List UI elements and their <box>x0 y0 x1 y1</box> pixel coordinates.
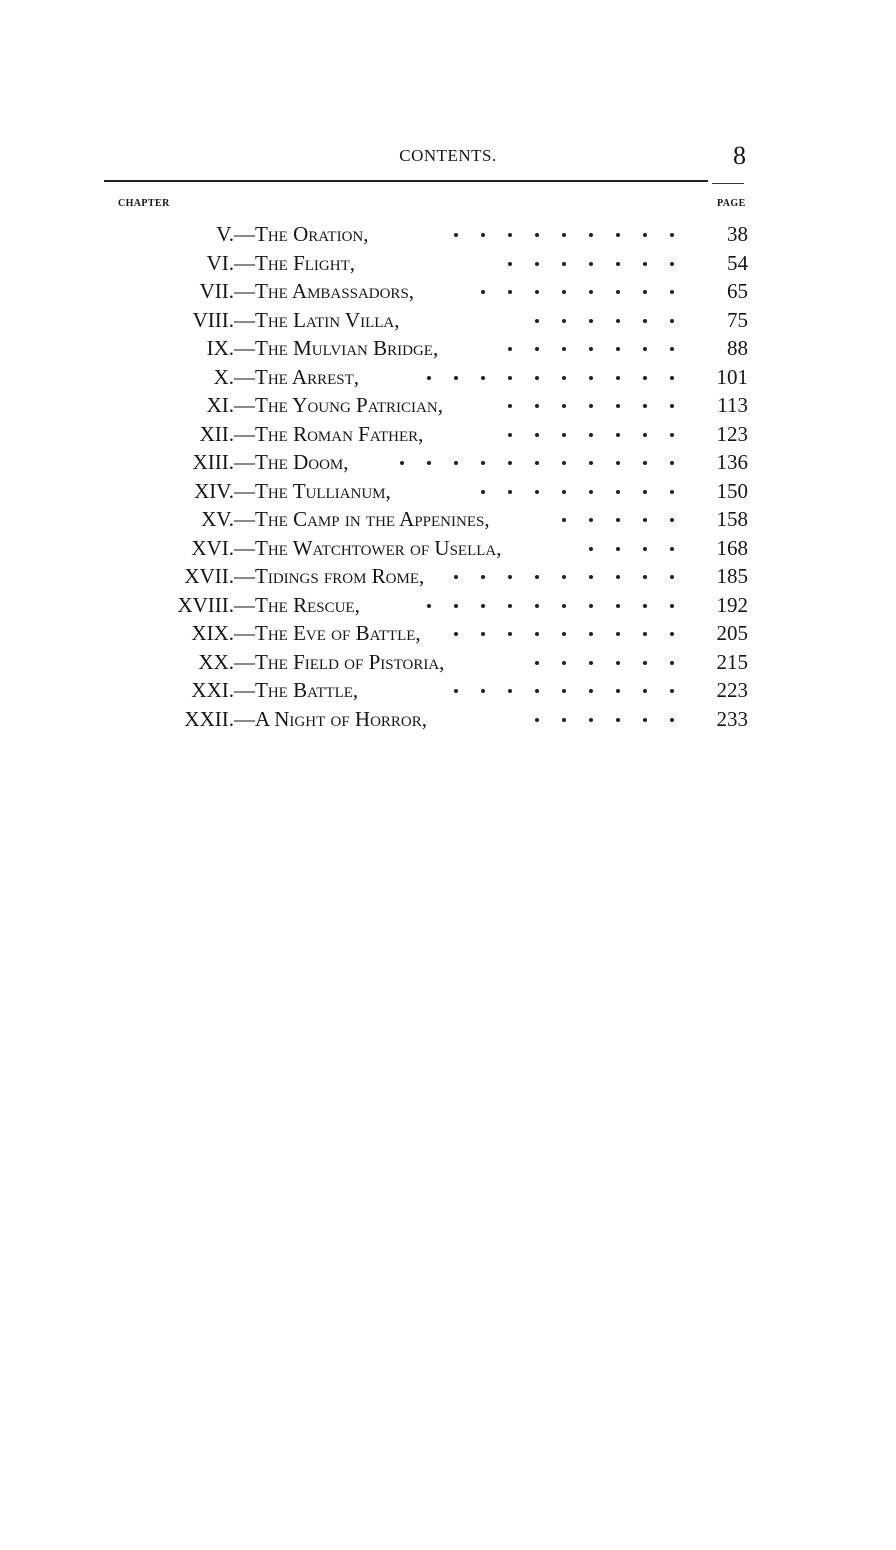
leader-dot <box>562 632 566 636</box>
chapter-title: —The Ambassadors, <box>234 279 415 303</box>
leader-dot <box>616 319 620 323</box>
leader-dot <box>535 661 539 665</box>
leader-dot <box>643 718 647 722</box>
header-rule <box>104 180 708 182</box>
page-number-cell: 38 <box>727 222 748 246</box>
chapter-title: —The Rescue, <box>234 592 360 617</box>
leader-dot <box>481 376 485 380</box>
toc-entry <box>0 506 896 535</box>
toc-entry <box>0 535 896 564</box>
chapter-number: XX. <box>198 649 234 674</box>
page-number-cell: 101 <box>716 364 748 389</box>
toc-entry <box>0 706 896 735</box>
leader-dot <box>562 718 566 722</box>
leader-dot <box>562 319 566 323</box>
dot-leader <box>0 278 896 304</box>
chapter-title: —The Oration, <box>234 222 369 246</box>
leader-dot <box>589 575 593 579</box>
leader-dot <box>616 632 620 636</box>
leader-dot <box>400 461 404 465</box>
dot-leader <box>0 421 896 447</box>
chapter-title: —The Roman Father, <box>234 421 424 446</box>
leader-dot <box>427 461 431 465</box>
dot-leader <box>0 535 896 561</box>
leader-dot <box>454 604 458 608</box>
chapter-number: XXI. <box>191 678 234 702</box>
chapter-title: —The Field of Pistoria, <box>234 649 445 674</box>
toc-entry <box>0 478 896 507</box>
leader-dot <box>670 347 674 351</box>
dot-leader <box>0 649 896 675</box>
leader-dot <box>562 604 566 608</box>
chapter-number: XVII. <box>184 564 234 588</box>
chapter-number: XI. <box>206 393 234 417</box>
leader-dot <box>670 376 674 380</box>
leader-dot <box>589 689 593 693</box>
leader-dot <box>535 433 539 437</box>
leader-dot <box>508 461 512 465</box>
leader-dot <box>535 376 539 380</box>
toc-entry <box>0 364 896 393</box>
leader-dot <box>535 689 539 693</box>
page-number-cell: 158 <box>716 507 748 531</box>
leader-dot <box>508 290 512 294</box>
page-number-cell: 215 <box>716 649 748 674</box>
leader-dot <box>670 718 674 722</box>
leader-dot <box>562 461 566 465</box>
leader-dot <box>535 575 539 579</box>
toc-entry <box>0 221 896 250</box>
leader-dot <box>535 404 539 408</box>
chapter-number: XVI. <box>191 535 234 560</box>
leader-dot <box>562 661 566 665</box>
leader-dot <box>643 262 647 266</box>
leader-dot <box>643 661 647 665</box>
leader-dot <box>427 604 431 608</box>
dot-leader <box>0 250 896 276</box>
leader-dot <box>535 290 539 294</box>
leader-dot <box>454 461 458 465</box>
leader-dot <box>670 233 674 237</box>
leader-dot <box>562 404 566 408</box>
toc-entry <box>0 677 896 706</box>
chapter-number: XVIII. <box>177 592 234 617</box>
leader-dot <box>589 661 593 665</box>
dot-leader <box>0 307 896 333</box>
leader-dot <box>589 433 593 437</box>
leader-dot <box>589 319 593 323</box>
leader-dot <box>562 376 566 380</box>
dot-leader <box>0 364 896 390</box>
page-number-cell: 185 <box>716 564 748 588</box>
leader-dot <box>481 290 485 294</box>
chapter-title: —The Mulvian Bridge, <box>234 336 439 360</box>
chapter-title: —A Night of Horror, <box>234 706 428 731</box>
leader-dot <box>589 632 593 636</box>
leader-dot <box>427 376 431 380</box>
chapter-title: —The Watchtower of Usella, <box>234 535 502 560</box>
leader-dot <box>508 404 512 408</box>
leader-dot <box>643 547 647 551</box>
chapter-title: —The Young Patrician, <box>234 393 443 417</box>
dot-leader <box>0 506 896 532</box>
leader-dot <box>508 632 512 636</box>
leader-dot <box>643 632 647 636</box>
leader-dot <box>535 718 539 722</box>
leader-dot <box>508 604 512 608</box>
leader-dot <box>454 689 458 693</box>
leader-dot <box>589 518 593 522</box>
leader-dot <box>643 319 647 323</box>
toc-entry <box>0 250 896 279</box>
chapter-title: —The Latin Villa, <box>234 307 400 332</box>
leader-dot <box>535 461 539 465</box>
leader-dot <box>616 689 620 693</box>
chapter-title: —Tidings from Rome, <box>234 564 425 588</box>
page-number-cell: 75 <box>727 307 748 332</box>
leader-dot <box>616 262 620 266</box>
leader-dot <box>670 404 674 408</box>
leader-dot <box>481 689 485 693</box>
leader-dot <box>643 461 647 465</box>
leader-dot <box>643 347 647 351</box>
leader-dot <box>643 490 647 494</box>
leader-dot <box>670 518 674 522</box>
page-number-cell: 113 <box>717 393 748 417</box>
leader-dot <box>481 233 485 237</box>
leader-dot <box>643 604 647 608</box>
leader-dot <box>481 461 485 465</box>
leader-dot <box>562 518 566 522</box>
leader-dot <box>616 575 620 579</box>
toc-entry <box>0 278 896 307</box>
leader-dot <box>535 319 539 323</box>
leader-dot <box>589 490 593 494</box>
page-number-cell: 168 <box>716 535 748 560</box>
leader-dot <box>508 376 512 380</box>
leader-dot <box>670 433 674 437</box>
leader-dot <box>535 490 539 494</box>
toc-entry <box>0 563 896 592</box>
leader-dot <box>643 233 647 237</box>
chapter-title: —The Flight, <box>234 250 355 275</box>
leader-dot <box>670 689 674 693</box>
leader-dot <box>562 347 566 351</box>
dot-leader <box>0 478 896 504</box>
chapter-title: —The Tullianum, <box>234 478 391 503</box>
page-number-cell: 223 <box>716 678 748 702</box>
leader-dot <box>589 290 593 294</box>
chapter-number: XIII. <box>192 450 234 474</box>
dot-leader <box>0 620 896 646</box>
toc-entry <box>0 421 896 450</box>
leader-dot <box>670 547 674 551</box>
page-number-cell: 54 <box>727 250 748 275</box>
leader-dot <box>454 376 458 380</box>
leader-dot <box>670 632 674 636</box>
leader-dot <box>643 290 647 294</box>
leader-dot <box>670 319 674 323</box>
leader-dot <box>535 262 539 266</box>
leader-dot <box>589 347 593 351</box>
leader-dot <box>616 233 620 237</box>
leader-dot <box>643 575 647 579</box>
leader-dot <box>643 376 647 380</box>
leader-dot <box>643 518 647 522</box>
chapter-title: —The Doom, <box>234 450 349 474</box>
leader-dot <box>616 718 620 722</box>
leader-dot <box>643 433 647 437</box>
page-number-cell: 150 <box>716 478 748 503</box>
leader-dot <box>670 290 674 294</box>
leader-dot <box>589 233 593 237</box>
page-number-cell: 205 <box>716 621 748 645</box>
chapter-column-label: CHAPTER <box>118 198 170 209</box>
leader-dot <box>670 262 674 266</box>
chapter-number: VII. <box>199 279 234 303</box>
leader-dot <box>535 233 539 237</box>
leader-dot <box>454 632 458 636</box>
page-number-cell: 192 <box>716 592 748 617</box>
chapter-title: —The Arrest, <box>234 364 360 389</box>
leader-dot <box>616 490 620 494</box>
leader-dot <box>562 262 566 266</box>
leader-dot <box>481 490 485 494</box>
leader-dot <box>508 262 512 266</box>
leader-dot <box>508 433 512 437</box>
leader-dot <box>562 490 566 494</box>
dot-leader <box>0 335 896 361</box>
leader-dot <box>616 290 620 294</box>
leader-dot <box>616 433 620 437</box>
leader-dot <box>535 604 539 608</box>
page-number-cell: 88 <box>727 336 748 360</box>
leader-dot <box>562 233 566 237</box>
leader-dot <box>589 718 593 722</box>
toc-entry <box>0 649 896 678</box>
chapter-number: V. <box>216 222 234 246</box>
dot-leader <box>0 221 896 247</box>
chapter-title: —The Eve of Battle, <box>234 621 421 645</box>
leader-dot <box>562 689 566 693</box>
leader-dot <box>616 461 620 465</box>
page-title: CONTENTS. <box>399 146 497 165</box>
toc-entry <box>0 592 896 621</box>
chapter-number: XV. <box>201 507 234 531</box>
page-number-cell: 65 <box>727 279 748 303</box>
leader-dot <box>589 404 593 408</box>
leader-dot <box>670 461 674 465</box>
chapter-number: VIII. <box>192 307 234 332</box>
chapter-title: —The Camp in the Appenines, <box>234 507 490 531</box>
dot-leader <box>0 563 896 589</box>
leader-dot <box>562 290 566 294</box>
leader-dot <box>616 547 620 551</box>
leader-dot <box>562 575 566 579</box>
leader-dot <box>508 575 512 579</box>
leader-dot <box>508 347 512 351</box>
leader-dot <box>481 604 485 608</box>
dot-leader <box>0 449 896 475</box>
page-number-cell: 136 <box>716 450 748 474</box>
leader-dot <box>670 490 674 494</box>
page-column-label: PAGE <box>717 198 746 209</box>
leader-dot <box>454 233 458 237</box>
chapter-number: XIX. <box>191 621 234 645</box>
leader-dot <box>508 233 512 237</box>
page-number: 8 <box>733 141 746 170</box>
leader-dot <box>670 604 674 608</box>
header-rule-tail <box>712 183 744 184</box>
dot-leader <box>0 706 896 732</box>
toc-entry <box>0 392 896 421</box>
leader-dot <box>535 632 539 636</box>
leader-dot <box>562 433 566 437</box>
leader-dot <box>508 490 512 494</box>
dot-leader <box>0 592 896 618</box>
leader-dot <box>508 689 512 693</box>
leader-dot <box>616 661 620 665</box>
toc-entry <box>0 307 896 336</box>
chapter-number: XXII. <box>184 706 234 731</box>
leader-dot <box>481 575 485 579</box>
chapter-number: VI. <box>206 250 234 275</box>
table-of-contents <box>0 221 896 734</box>
toc-entry <box>0 335 896 364</box>
leader-dot <box>589 461 593 465</box>
leader-dot <box>589 547 593 551</box>
page-number-cell: 123 <box>716 421 748 446</box>
leader-dot <box>670 575 674 579</box>
dot-leader <box>0 392 896 418</box>
leader-dot <box>454 575 458 579</box>
leader-dot <box>616 518 620 522</box>
leader-dot <box>670 661 674 665</box>
leader-dot <box>616 347 620 351</box>
chapter-title: —The Battle, <box>234 678 359 702</box>
toc-entry <box>0 449 896 478</box>
dot-leader <box>0 677 896 703</box>
chapter-number: XIV. <box>194 478 234 503</box>
leader-dot <box>616 604 620 608</box>
leader-dot <box>643 404 647 408</box>
leader-dot <box>616 376 620 380</box>
chapter-number: XII. <box>199 421 234 446</box>
chapter-number: X. <box>213 364 234 389</box>
leader-dot <box>589 376 593 380</box>
toc-entry <box>0 620 896 649</box>
leader-dot <box>535 347 539 351</box>
leader-dot <box>589 262 593 266</box>
chapter-number: IX. <box>206 336 234 360</box>
leader-dot <box>616 404 620 408</box>
page-number-cell: 233 <box>716 706 748 731</box>
leader-dot <box>481 632 485 636</box>
leader-dot <box>589 604 593 608</box>
leader-dot <box>643 689 647 693</box>
